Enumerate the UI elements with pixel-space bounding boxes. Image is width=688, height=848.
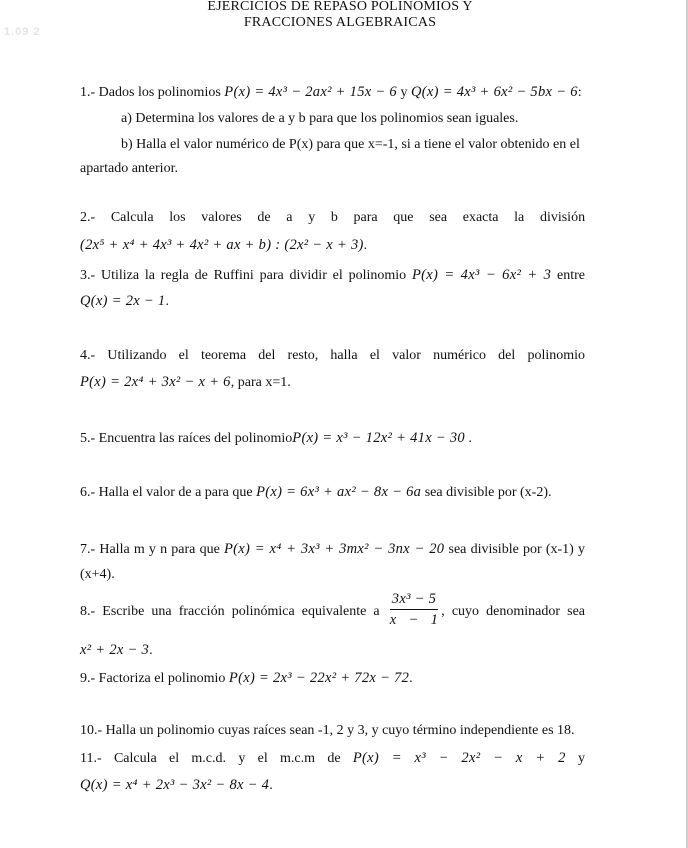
exercise-4-text: Utilizando el teorema del resto, halla el valor numérico del polinomio [107, 348, 586, 363]
faint-corner-mark: 1.09 2 [4, 26, 41, 38]
exercise-9-period: . [409, 671, 413, 686]
exercise-11-number: 11.- [80, 751, 102, 766]
exercise-2-word: para [353, 210, 378, 225]
exercise-8-period: . [149, 643, 153, 658]
exercise-8-fraction [390, 591, 438, 628]
exercise-4-tail: , para x=1. [230, 375, 291, 390]
exercise-11-word: el [257, 751, 268, 766]
exercise-9-text: Factoriza el polinomio [98, 671, 226, 686]
exercise-11-polynomial-p: P(x) = x³ − 2x² − x + 2 [352, 750, 566, 766]
exercise-6-statement [80, 483, 551, 502]
exercise-2-word: exacta [462, 210, 499, 225]
exercise-2-word: la [514, 210, 525, 225]
exercise-2-expression: (2x⁵ + x⁴ + 4x³ + 4x² + ax + b) : (2x² − x + 3) [80, 237, 364, 253]
exercise-1-part-a: a) Determina los valores de a y b para que los polinomios sean iguales. [121, 111, 519, 126]
exercise-4-polynomial-line [80, 373, 291, 392]
exercise-8-tail: , cuyo denominador sea [441, 604, 586, 619]
exercise-11-word: el [169, 751, 180, 766]
exercise-8-statement [80, 593, 585, 631]
exercise-1-colon: : [577, 85, 582, 100]
exercise-8-text: Escribe una fracción polinómica equivalente a [102, 604, 380, 619]
exercise-11-polynomial-q: Q(x) = x⁴ + 2x³ − 3x² − 8x − 4 [80, 777, 270, 793]
exercise-1-number: 1.- [80, 85, 96, 100]
exercise-8-fraction-denominator: x − 1 [389, 612, 439, 629]
exercise-11-word: Calcula [113, 751, 157, 766]
exercise-11-statement [80, 749, 585, 768]
exercise-8-target-denominator: x² + 2x − 3 [80, 642, 150, 658]
exercise-2-word: división [539, 210, 586, 225]
exercise-5-polynomial-p: P(x) = x³ − 12x² + 41x − 30 [292, 430, 465, 446]
exercise-2-statement [80, 209, 585, 227]
exercise-1-part-b: b) Halla el valor numérico de P(x) para que x=-1, si a tiene el valor obtenido en el [121, 137, 580, 152]
exercise-5-number: 5.- [80, 431, 96, 446]
exercise-7-statement [80, 540, 585, 559]
exercise-6-text: Halla el valor de a para que [98, 485, 253, 500]
exercise-1-conjunction: y [400, 85, 408, 100]
exercise-1-statement [80, 83, 582, 102]
exercise-2-word: y [308, 210, 316, 225]
exercise-3-text: Utiliza la regla de Ruffini para dividir el polinomio [100, 268, 407, 283]
exercise-11-word: m.c.d. [191, 751, 227, 766]
exercise-7-continued: (x+4). [80, 567, 115, 582]
exercise-8-denominator-line [80, 641, 153, 660]
exercise-11-word: m.c.m [280, 751, 316, 766]
exercise-5-statement [80, 429, 472, 448]
exercise-9-statement [80, 669, 413, 688]
exercise-6-polynomial-p: P(x) = 6x³ + ax² − 8x − 6a [256, 484, 422, 500]
exercise-4-number: 4.- [80, 348, 96, 363]
exercise-6-number: 6.- [80, 485, 96, 500]
exercise-1-polynomial-p: P(x) = 4x³ − 2ax² + 15x − 6 [224, 84, 397, 100]
exercise-11-word: de [327, 751, 341, 766]
exercise-8-number: 8.- [80, 604, 96, 619]
exercise-2-word: Calcula [110, 210, 154, 225]
exercise-2-period: . [363, 238, 368, 253]
exercise-9-polynomial-p: P(x) = 2x³ − 22x² + 72x − 72 [228, 670, 410, 686]
exercise-1-polynomial-q: Q(x) = 4x³ + 6x² − 5bx − 6 [411, 84, 578, 100]
exercise-3-word-entre: entre [557, 268, 586, 283]
title-line-1: EJERCICIOS DE REPASO POLINOMIOS Y [207, 0, 473, 14]
exercise-11-period: . [269, 778, 273, 793]
exercise-8-fraction-numerator: 3x³ − 5 [390, 591, 438, 610]
exercise-5-text: Encuentra las raíces del polinomio [98, 431, 293, 446]
exercise-5-period: . [468, 431, 472, 446]
exercise-4-polynomial-p: P(x) = 2x⁴ + 3x² − x + 6 [80, 374, 231, 390]
exercise-3-number: 3.- [80, 268, 96, 283]
exercise-11-conjunction: y [578, 751, 585, 766]
title-line-2: FRACCIONES ALGEBRAICAS [243, 15, 437, 30]
exercise-11-word: y [238, 751, 246, 766]
exercise-4-statement [80, 347, 585, 365]
exercise-3-period: . [165, 294, 169, 309]
exercise-2-division-expression [80, 236, 367, 255]
exercise-7-number: 7.- [80, 542, 96, 557]
page-title [190, 0, 490, 31]
exercise-2-word: que [393, 210, 414, 225]
exercise-3-divisor [80, 292, 169, 311]
exercise-3-polynomial-p: P(x) = 4x³ − 6x² + 3 [411, 267, 552, 283]
exercise-2-number: 2.- [80, 210, 96, 225]
exercise-2-word: b [330, 210, 338, 225]
exercise-10-statement: 10.- Halla un polinomio cuyas raíces sean -1, 2 y 3, y cuyo término independiente es 18. [80, 723, 575, 738]
exercise-2-word: de [257, 210, 271, 225]
exercise-1-text: Dados los polinomios [98, 85, 221, 100]
exercise-11-second-polynomial [80, 776, 273, 795]
exercise-2-word: valores [201, 210, 242, 225]
exercise-7-text: Halla m y n para que [99, 542, 220, 557]
exercise-2-word: los [169, 210, 186, 225]
exercise-7-tail: sea divisible por (x-1) y [448, 542, 586, 557]
exercise-7-polynomial-p: P(x) = x⁴ + 3x³ + 3mx² − 3nx − 20 [224, 541, 445, 557]
exercise-6-tail: sea divisible por (x-2). [424, 485, 552, 500]
exercise-2-word: sea [429, 210, 448, 225]
exercise-3-polynomial-q: Q(x) = 2x − 1 [80, 293, 166, 309]
exercise-2-word: a [286, 210, 293, 225]
exercise-9-number: 9.- [80, 671, 96, 686]
exercise-3-statement [80, 266, 585, 285]
exercise-1-part-b-continued: apartado anterior. [80, 161, 178, 176]
